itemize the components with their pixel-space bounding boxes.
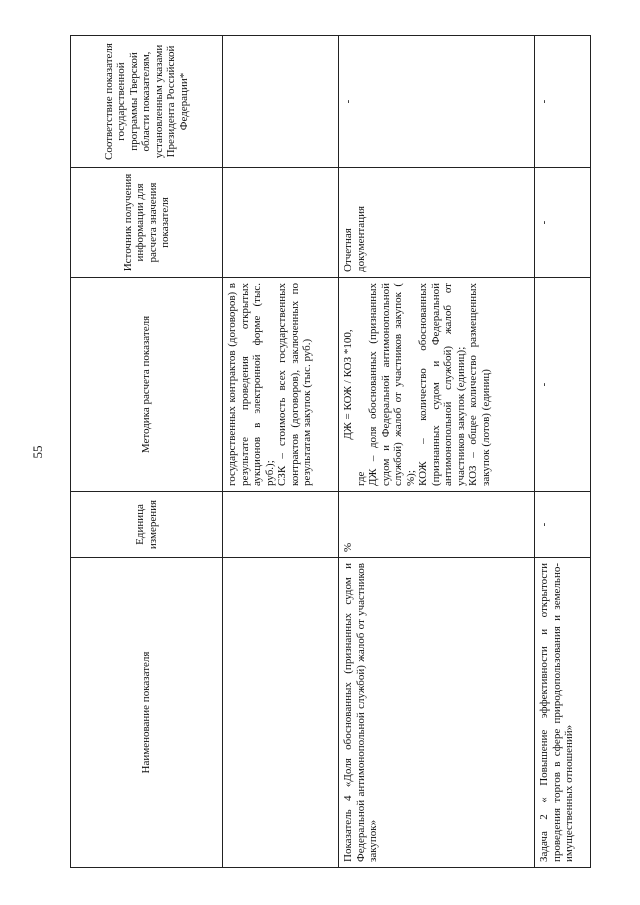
header-unit: Единица измерения [71,492,223,558]
cell-source: Отчетная документация [339,168,535,278]
cell-compliance: - [339,36,535,168]
cell-method: - [535,278,591,492]
header-method: Методика расчета показателя [71,278,223,492]
cell-compliance: - [535,36,591,168]
page-number: 55 [30,445,45,459]
header-source: Источник получения информации для расчета значения показателя [71,168,223,278]
cell-name: Задача 2 « Повышение эффективности и открытости проведения торгов в сфере природопользования и земельно-имущественных отношений» [535,558,591,868]
cell-name [223,558,339,868]
cell-compliance [223,36,339,168]
table-row [223,36,339,868]
method-formula: ДЖ = КОЖ / КОЗ *100, [342,329,354,440]
cell-name: Показатель 4 «Доля обоснованных (признанных судом и Федеральной антимонопольной службой) жалоб от участников закупок» [339,558,535,868]
rotated-table-container [70,36,590,868]
cell-source [223,168,339,278]
cell-method: государственных контрактов (договоров) в результате проведения открытых аукционов в электронной форме (тыс. руб.); СЗК – стоимость всех государственных контрактов (договоров), заключенных по результатам закупок (тыс. руб.) [223,278,339,492]
method-body: где ДЖ – доля обоснованных (признанных судом и Федеральной антимонопольной службой) жалоб от участников закупок ( %); КОЖ – количество обоснованных (признанных судом и Федеральной антимонопольной службой) жалоб от участников закупок (единиц); КОЗ – общее количество размещенных закупок (лотов) (единиц) [354,283,492,486]
header-compliance: Соответствие показателя государственной программы Тверской области показателям, установленным указами Президента Российской Федерации* [71,36,223,168]
table-header-row [71,36,223,868]
table-row [339,36,535,868]
indicator-table [70,35,591,868]
cell-unit: % [339,492,535,558]
cell-unit [223,492,339,558]
header-name: Наименование показателя [71,558,223,868]
cell-unit: - [535,492,591,558]
table-row [535,36,591,868]
cell-method [339,278,535,492]
cell-source: - [535,168,591,278]
